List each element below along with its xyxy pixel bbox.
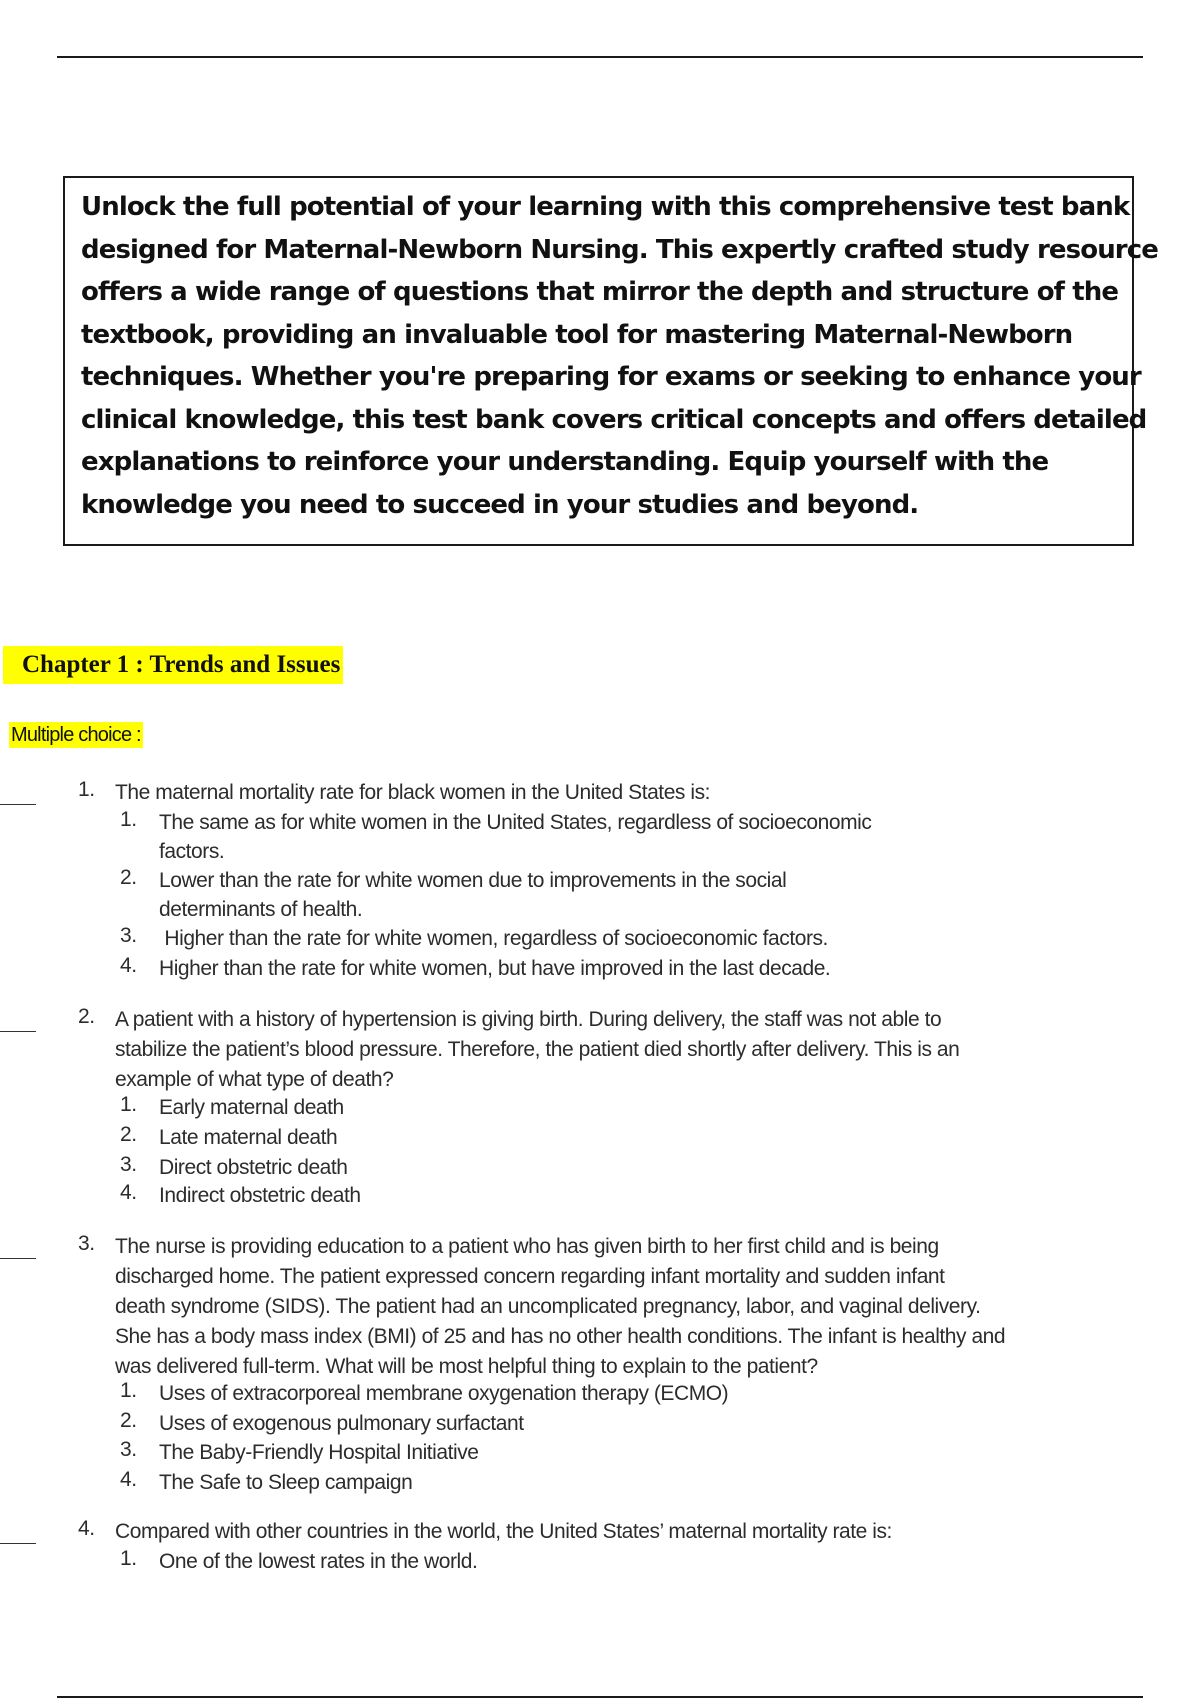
- option-number: 3.: [120, 1438, 137, 1461]
- intro-line: Unlock the full potential of your learning with this comprehensive test bank: [81, 192, 1130, 222]
- option-number: 4.: [120, 1181, 137, 1204]
- option-text: Higher than the rate for white women, regardless of socioeconomic factors.: [159, 927, 828, 950]
- answer-blank: [0, 1543, 36, 1544]
- question-number: 2.: [78, 1005, 95, 1028]
- option-number: 1.: [120, 1379, 137, 1402]
- chapter-heading: Chapter 1 : Trends and Issues: [3, 646, 343, 684]
- option-number: 2.: [120, 866, 137, 889]
- option-number: 4.: [120, 954, 137, 977]
- intro-box: [63, 176, 1158, 546]
- option-text: Uses of extracorporeal membrane oxygenation therapy (ECMO): [159, 1382, 729, 1405]
- intro-line: designed for Maternal-Newborn Nursing. This expertly crafted study resource: [81, 234, 1158, 265]
- option-text: Lower than the rate for white women due to improvements in the social determinants of health.: [159, 869, 787, 921]
- option-number: 1.: [120, 1093, 137, 1116]
- answer-blank: [0, 804, 36, 805]
- question-number: 4.: [78, 1517, 95, 1540]
- option-text: The same as for white women in the United States, regardless of socioeconomic factors.: [159, 811, 872, 863]
- option-text: Higher than the rate for white women, but have improved in the last decade.: [159, 957, 831, 980]
- option-number: 2.: [120, 1123, 137, 1146]
- intro-line: explanations to reinforce your understanding. Equip yourself with the: [81, 447, 1049, 477]
- bottom-rule: [57, 1696, 1143, 1698]
- option-text: Uses of exogenous pulmonary surfactant: [159, 1412, 524, 1435]
- question-number: 1.: [78, 778, 95, 801]
- question-text: Compared with other countries in the world, the United States’ maternal mortality rate is:: [115, 1520, 892, 1543]
- option-number: 2.: [120, 1409, 137, 1432]
- option-text: The Safe to Sleep campaign: [159, 1471, 413, 1494]
- intro-line: offers a wide range of questions that mirror the depth and structure of the: [81, 277, 1119, 307]
- intro-line: textbook, providing an invaluable tool for mastering Maternal-Newborn: [81, 319, 1073, 350]
- option-text: Direct obstetric death: [159, 1156, 348, 1179]
- question-text: The nurse is providing education to a patient who has given birth to her first child and is being discharged home. The patient expressed concern regarding infant mortality and sudden infant death syndrome (SIDS). The patient had an uncomplicated pregnancy, labor, and vaginal delivery. She has a body mass index (BMI) of 25 and has no other health conditions. The infant is healthy and was delivered full-term. What will be most helpful thing to explain to the patient?: [115, 1235, 1006, 1378]
- option-text: Early maternal death: [159, 1096, 344, 1119]
- answer-blank: [0, 1258, 36, 1259]
- option-text: Indirect obstetric death: [159, 1184, 361, 1207]
- intro-line: clinical knowledge, this test bank covers critical concepts and offers detailed: [81, 404, 1147, 435]
- option-text: Late maternal death: [159, 1126, 338, 1149]
- question-number: 3.: [78, 1232, 95, 1255]
- option-number: 4.: [120, 1468, 137, 1491]
- intro-line: knowledge you need to succeed in your studies and beyond.: [81, 489, 919, 520]
- option-number: 3.: [120, 924, 137, 947]
- answer-blank: [0, 1031, 36, 1032]
- option-number: 3.: [120, 1153, 137, 1176]
- question-text: The maternal mortality rate for black women in the United States is:: [115, 781, 711, 804]
- section-label: Multiple choice :: [11, 724, 141, 746]
- option-number: 1.: [120, 808, 137, 831]
- question-text: A patient with a history of hypertension is giving birth. During delivery, the staff was not able to stabilize the patient’s blood pressure. Therefore, the patient died shortly after delivery. This is an example of what type of death?: [115, 1008, 960, 1091]
- option-text: One of the lowest rates in the world.: [159, 1550, 478, 1573]
- option-text: The Baby-Friendly Hospital Initiative: [159, 1441, 479, 1464]
- top-rule: [57, 56, 1143, 58]
- intro-line: techniques. Whether you're preparing for exams or seeking to enhance your: [81, 362, 1141, 392]
- option-number: 1.: [120, 1547, 137, 1570]
